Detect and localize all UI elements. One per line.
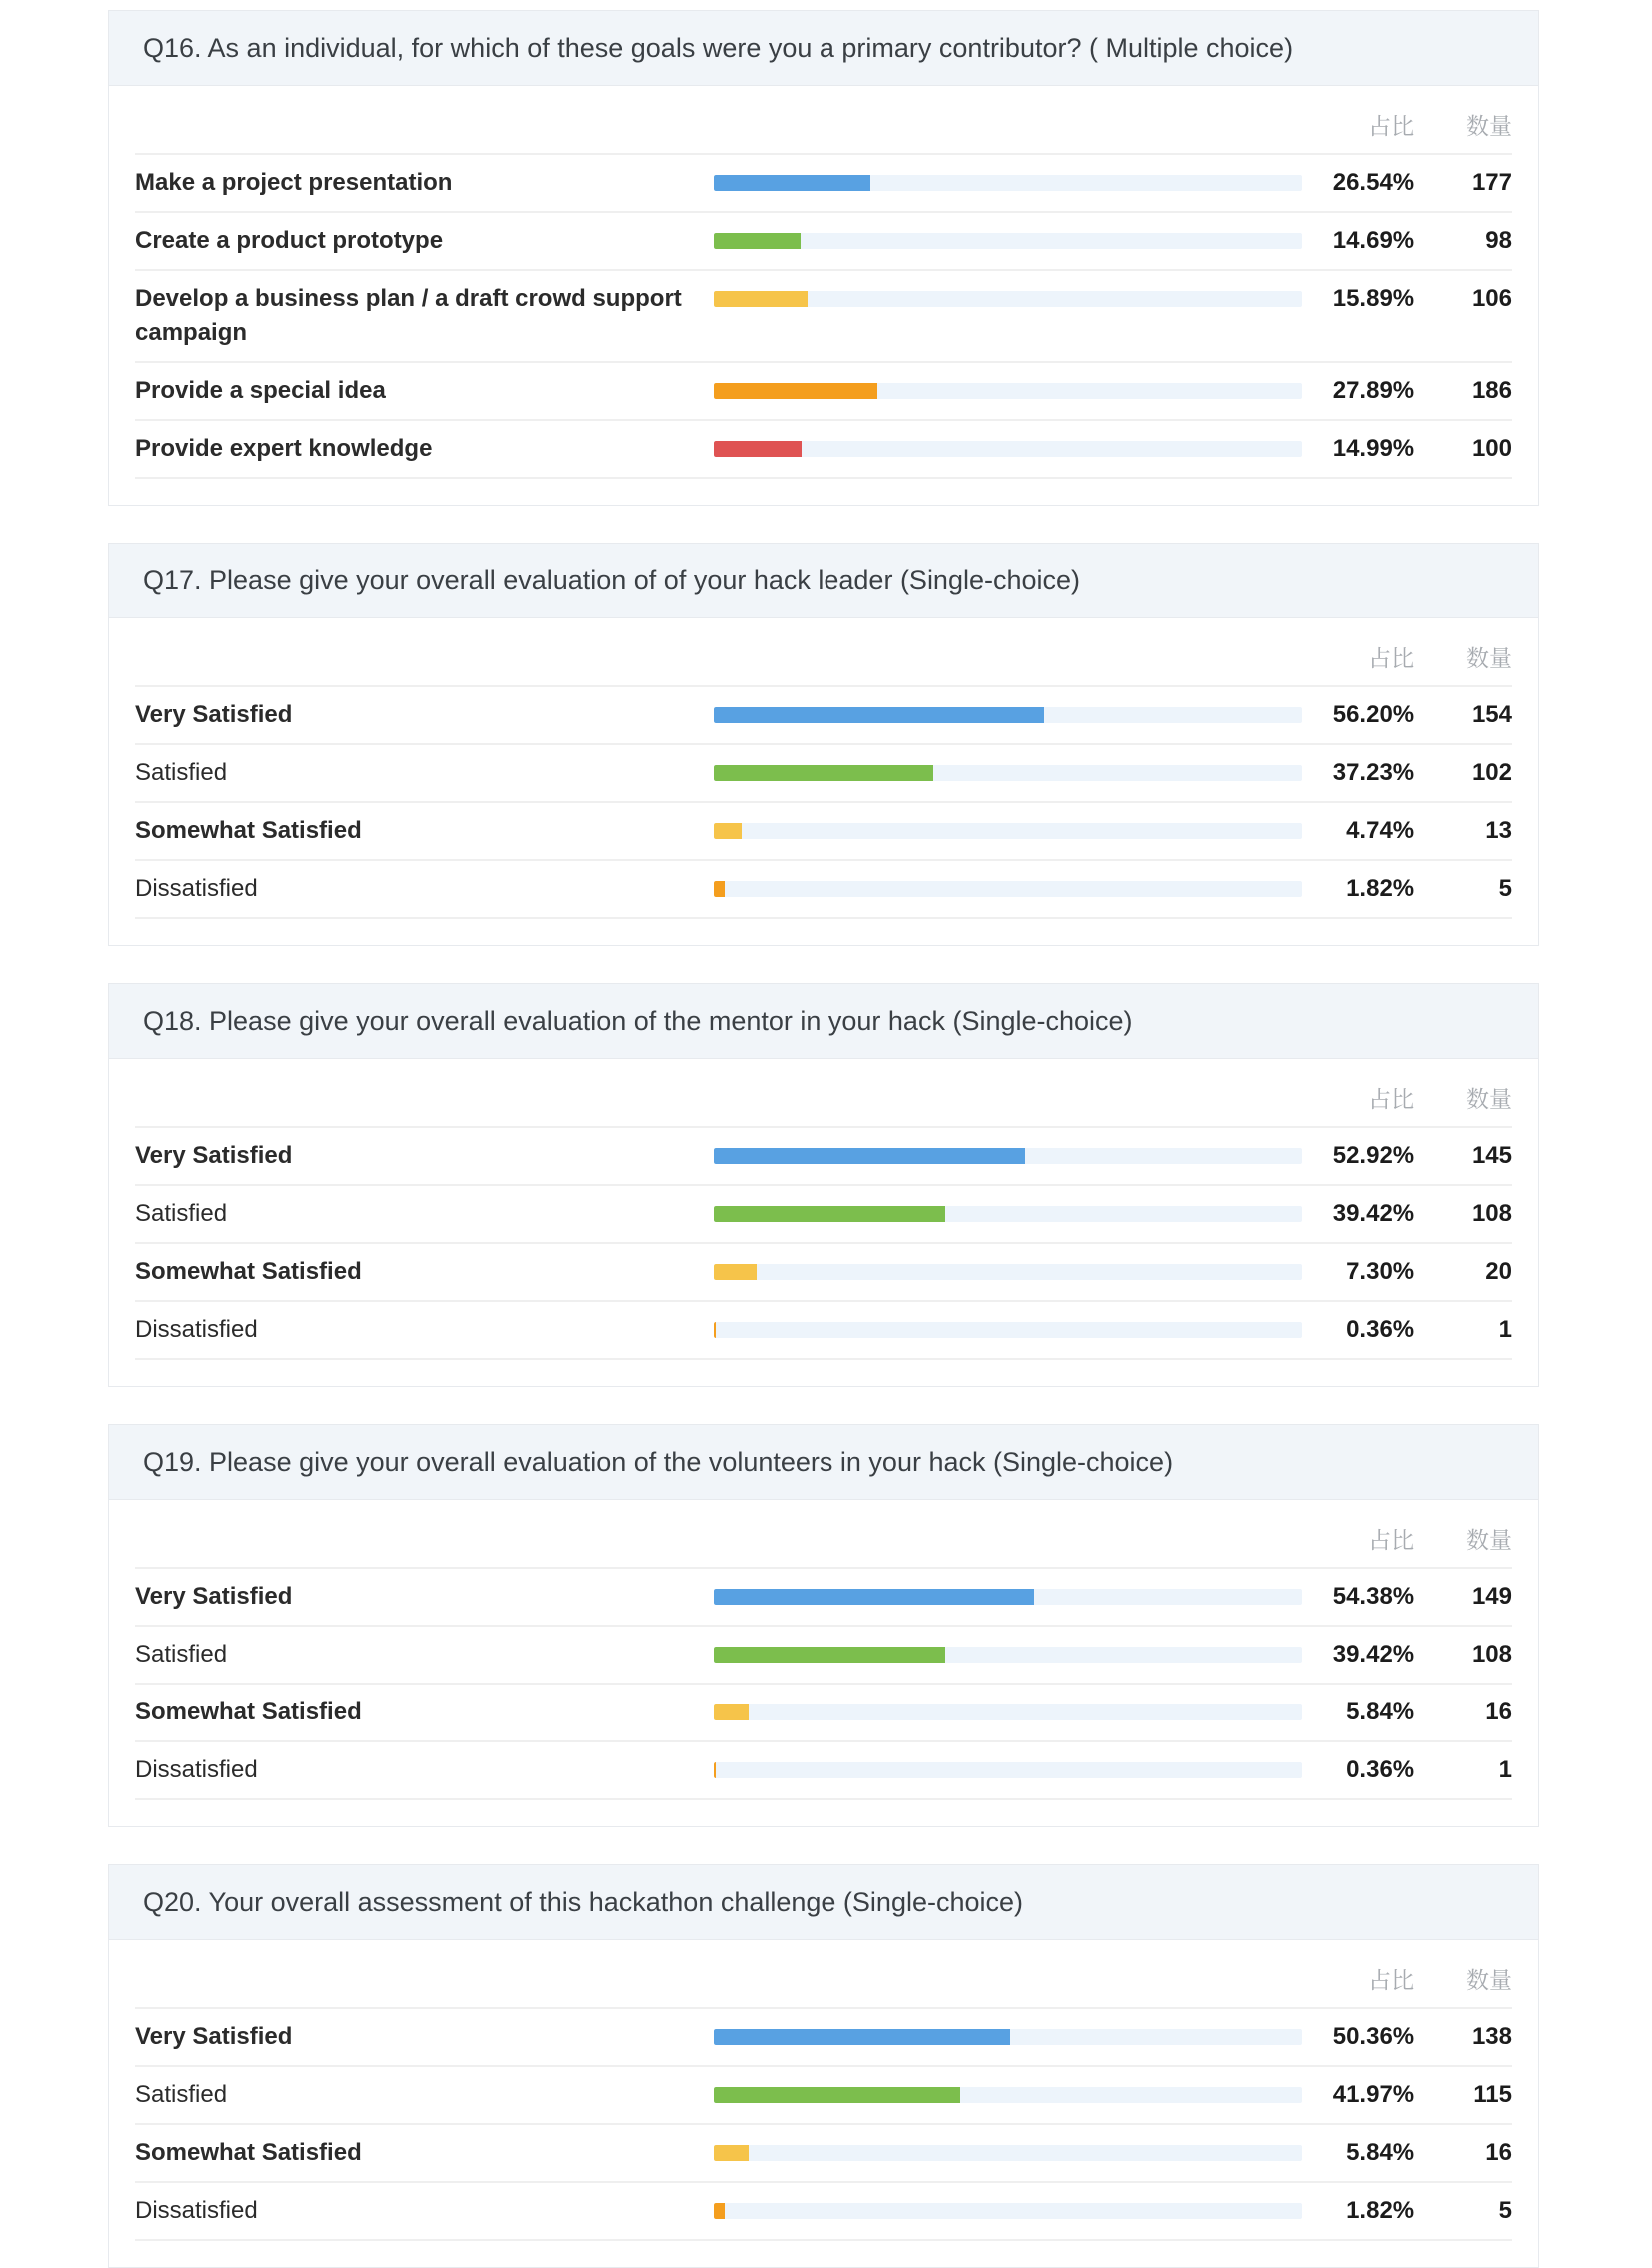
percent-value: 37.23%	[1332, 759, 1415, 786]
bar-track	[714, 1762, 1302, 1778]
row-label: Somewhat Satisfied	[135, 817, 362, 844]
bar-fill	[714, 1589, 1033, 1605]
percent-value: 26.54%	[1332, 169, 1415, 196]
bar-cell	[714, 374, 1302, 399]
bar-track	[714, 1322, 1302, 1338]
bar-track	[714, 1589, 1302, 1605]
question-title: Q20. Your overall assessment of this hackathon challenge (Single-choice)	[109, 1865, 1538, 1940]
count-value: 115	[1473, 2081, 1512, 2108]
percent-value: 0.36%	[1346, 1316, 1415, 1343]
column-header-count: 数量	[1466, 1967, 1512, 1993]
result-row	[135, 743, 1512, 801]
question-card	[108, 1864, 1539, 2268]
bar-track	[714, 1264, 1302, 1280]
percent-value: 7.30%	[1346, 1258, 1415, 1285]
count-value: 20	[1485, 1258, 1512, 1285]
question-body	[109, 86, 1538, 505]
row-label: Dissatisfied	[135, 875, 258, 902]
row-label: Provide a special idea	[135, 377, 386, 404]
row-label: Very Satisfied	[135, 701, 293, 728]
percent-value: 15.89%	[1332, 285, 1415, 312]
result-row	[135, 801, 1512, 859]
result-row	[135, 2007, 1512, 2065]
bar-cell	[714, 432, 1302, 457]
bar-cell	[714, 1638, 1302, 1663]
bar-cell	[714, 2078, 1302, 2103]
row-label: Somewhat Satisfied	[135, 1699, 362, 1725]
count-value: 98	[1485, 227, 1512, 254]
column-spacer	[135, 1966, 714, 1994]
bar-fill	[714, 1264, 757, 1280]
question-title: Q16. As an individual, for which of these goals were you a primary contributor? ( Multiple choice)	[109, 11, 1538, 86]
column-header-percent: 占比	[1368, 1086, 1415, 1112]
count-value: 5	[1498, 2197, 1512, 2224]
column-spacer	[714, 1526, 1302, 1554]
count-value: 16	[1485, 1699, 1512, 1725]
row-label: Make a project presentation	[135, 169, 453, 196]
bar-track	[714, 1206, 1302, 1222]
percent-value: 14.99%	[1332, 435, 1415, 462]
result-row	[135, 211, 1512, 269]
count-value: 108	[1471, 1641, 1512, 1668]
result-row	[135, 1683, 1512, 1740]
count-value: 138	[1471, 2023, 1512, 2050]
bar-track	[714, 707, 1302, 723]
bar-fill	[714, 233, 801, 249]
result-row	[135, 1242, 1512, 1300]
column-header-percent: 占比	[1368, 1527, 1415, 1553]
bar-cell	[714, 872, 1302, 897]
bar-fill	[714, 1206, 945, 1222]
result-row	[135, 1740, 1512, 1798]
bar-track	[714, 175, 1302, 191]
bar-fill	[714, 2145, 748, 2161]
count-value: 106	[1471, 285, 1512, 312]
bar-track	[714, 881, 1302, 897]
rows-container	[135, 1126, 1512, 1360]
question-card	[108, 983, 1539, 1387]
bar-fill	[714, 1322, 716, 1338]
bar-track	[714, 1647, 1302, 1663]
result-row	[135, 1625, 1512, 1683]
result-row	[135, 2065, 1512, 2123]
column-header-count: 数量	[1466, 113, 1512, 139]
count-value: 145	[1471, 1142, 1512, 1169]
row-label: Satisfied	[135, 2081, 228, 2108]
row-label: Develop a business plan / a draft crowd support campaign	[135, 285, 682, 346]
bar-cell	[714, 2020, 1302, 2045]
rows-container	[135, 685, 1512, 919]
percent-value: 27.89%	[1332, 377, 1415, 404]
question-body	[109, 1940, 1538, 2267]
row-label: Dissatisfied	[135, 2197, 258, 2224]
count-value: 100	[1471, 435, 1512, 462]
row-label: Satisfied	[135, 1641, 228, 1668]
result-row	[135, 1126, 1512, 1184]
bar-track	[714, 291, 1302, 307]
bar-cell	[714, 1139, 1302, 1164]
row-label: Somewhat Satisfied	[135, 1258, 362, 1285]
column-header-count: 数量	[1466, 1086, 1512, 1112]
bar-cell	[714, 166, 1302, 191]
bar-track	[714, 823, 1302, 839]
bar-cell	[714, 224, 1302, 249]
bar-track	[714, 2145, 1302, 2161]
row-label: Very Satisfied	[135, 1142, 293, 1169]
question-body	[109, 1059, 1538, 1386]
question-card	[108, 10, 1539, 506]
row-label: Somewhat Satisfied	[135, 2139, 362, 2166]
question-title: Q19. Please give your overall evaluation of the volunteers in your hack (Single-choice)	[109, 1425, 1538, 1500]
result-row	[135, 361, 1512, 419]
bar-fill	[714, 383, 877, 399]
bar-fill	[714, 2087, 960, 2103]
count-value: 154	[1471, 701, 1512, 728]
bar-fill	[714, 881, 725, 897]
rows-container	[135, 153, 1512, 479]
bar-cell	[714, 1197, 1302, 1222]
row-label: Satisfied	[135, 759, 228, 786]
result-row	[135, 2123, 1512, 2181]
column-headers	[135, 86, 1512, 153]
column-spacer	[135, 112, 714, 140]
percent-value: 41.97%	[1332, 2081, 1415, 2108]
column-header-percent: 占比	[1368, 113, 1415, 139]
percent-value: 52.92%	[1332, 1142, 1415, 1169]
bar-track	[714, 765, 1302, 781]
bar-cell	[714, 814, 1302, 839]
count-value: 13	[1485, 817, 1512, 844]
result-row	[135, 859, 1512, 917]
bar-fill	[714, 441, 802, 457]
count-value: 149	[1471, 1583, 1512, 1610]
bar-track	[714, 2087, 1302, 2103]
column-headers	[135, 1059, 1512, 1126]
bar-fill	[714, 1148, 1025, 1164]
column-spacer	[714, 1085, 1302, 1113]
result-row	[135, 1184, 1512, 1242]
column-headers	[135, 618, 1512, 685]
result-row	[135, 1300, 1512, 1358]
percent-value: 1.82%	[1346, 875, 1415, 902]
question-title: Q18. Please give your overall evaluation of the mentor in your hack (Single-choice)	[109, 984, 1538, 1059]
count-value: 108	[1471, 1200, 1512, 1227]
bar-cell	[714, 282, 1302, 307]
percent-value: 4.74%	[1346, 817, 1415, 844]
percent-value: 14.69%	[1332, 227, 1415, 254]
bar-fill	[714, 291, 808, 307]
percent-value: 1.82%	[1346, 2197, 1415, 2224]
bar-cell	[714, 1255, 1302, 1280]
percent-value: 56.20%	[1332, 701, 1415, 728]
result-row	[135, 1567, 1512, 1625]
percent-value: 0.36%	[1346, 1756, 1415, 1783]
bar-track	[714, 383, 1302, 399]
percent-value: 50.36%	[1332, 2023, 1415, 2050]
column-header-count: 数量	[1466, 645, 1512, 671]
row-label: Very Satisfied	[135, 1583, 293, 1610]
column-spacer	[714, 644, 1302, 672]
count-value: 177	[1471, 169, 1512, 196]
question-body	[109, 618, 1538, 945]
result-row	[135, 153, 1512, 211]
bar-cell	[714, 1696, 1302, 1720]
percent-value: 54.38%	[1332, 1583, 1415, 1610]
column-spacer	[714, 1966, 1302, 1994]
count-value: 1	[1498, 1316, 1512, 1343]
column-spacer	[135, 644, 714, 672]
column-spacer	[135, 1526, 714, 1554]
column-spacer	[135, 1085, 714, 1113]
question-body	[109, 1500, 1538, 1826]
column-headers	[135, 1500, 1512, 1567]
bar-track	[714, 2203, 1302, 2219]
bar-fill	[714, 1647, 945, 1663]
row-label: Very Satisfied	[135, 2023, 293, 2050]
bar-fill	[714, 1704, 748, 1720]
percent-value: 5.84%	[1346, 1699, 1415, 1725]
bar-fill	[714, 175, 869, 191]
bar-fill	[714, 2029, 1010, 2045]
bar-fill	[714, 2203, 725, 2219]
bar-fill	[714, 765, 932, 781]
bar-cell	[714, 1580, 1302, 1605]
result-row	[135, 2181, 1512, 2239]
count-value: 16	[1485, 2139, 1512, 2166]
row-label: Dissatisfied	[135, 1756, 258, 1783]
row-label: Satisfied	[135, 1200, 228, 1227]
result-row	[135, 269, 1512, 361]
column-header-count: 数量	[1466, 1527, 1512, 1553]
bar-cell	[714, 756, 1302, 781]
bar-fill	[714, 1762, 716, 1778]
bar-cell	[714, 2194, 1302, 2219]
column-header-percent: 占比	[1368, 645, 1415, 671]
percent-value: 39.42%	[1332, 1641, 1415, 1668]
count-value: 102	[1471, 759, 1512, 786]
result-row	[135, 419, 1512, 477]
row-label: Provide expert knowledge	[135, 435, 433, 462]
percent-value: 5.84%	[1346, 2139, 1415, 2166]
column-header-percent: 占比	[1368, 1967, 1415, 1993]
bar-cell	[714, 698, 1302, 723]
row-label: Dissatisfied	[135, 1316, 258, 1343]
question-title: Q17. Please give your overall evaluation of of your hack leader (Single-choice)	[109, 544, 1538, 618]
result-row	[135, 685, 1512, 743]
bar-fill	[714, 823, 742, 839]
column-headers	[135, 1940, 1512, 2007]
bar-track	[714, 1148, 1302, 1164]
count-value: 1	[1498, 1756, 1512, 1783]
column-spacer	[714, 112, 1302, 140]
bar-cell	[714, 1313, 1302, 1338]
percent-value: 39.42%	[1332, 1200, 1415, 1227]
question-card	[108, 543, 1539, 946]
bar-cell	[714, 1753, 1302, 1778]
question-card	[108, 1424, 1539, 1827]
count-value: 186	[1471, 377, 1512, 404]
bar-track	[714, 1704, 1302, 1720]
bar-track	[714, 2029, 1302, 2045]
bar-track	[714, 233, 1302, 249]
count-value: 5	[1498, 875, 1512, 902]
bar-fill	[714, 707, 1044, 723]
row-label: Create a product prototype	[135, 227, 444, 254]
rows-container	[135, 1567, 1512, 1800]
rows-container	[135, 2007, 1512, 2241]
bar-track	[714, 441, 1302, 457]
bar-cell	[714, 2136, 1302, 2161]
